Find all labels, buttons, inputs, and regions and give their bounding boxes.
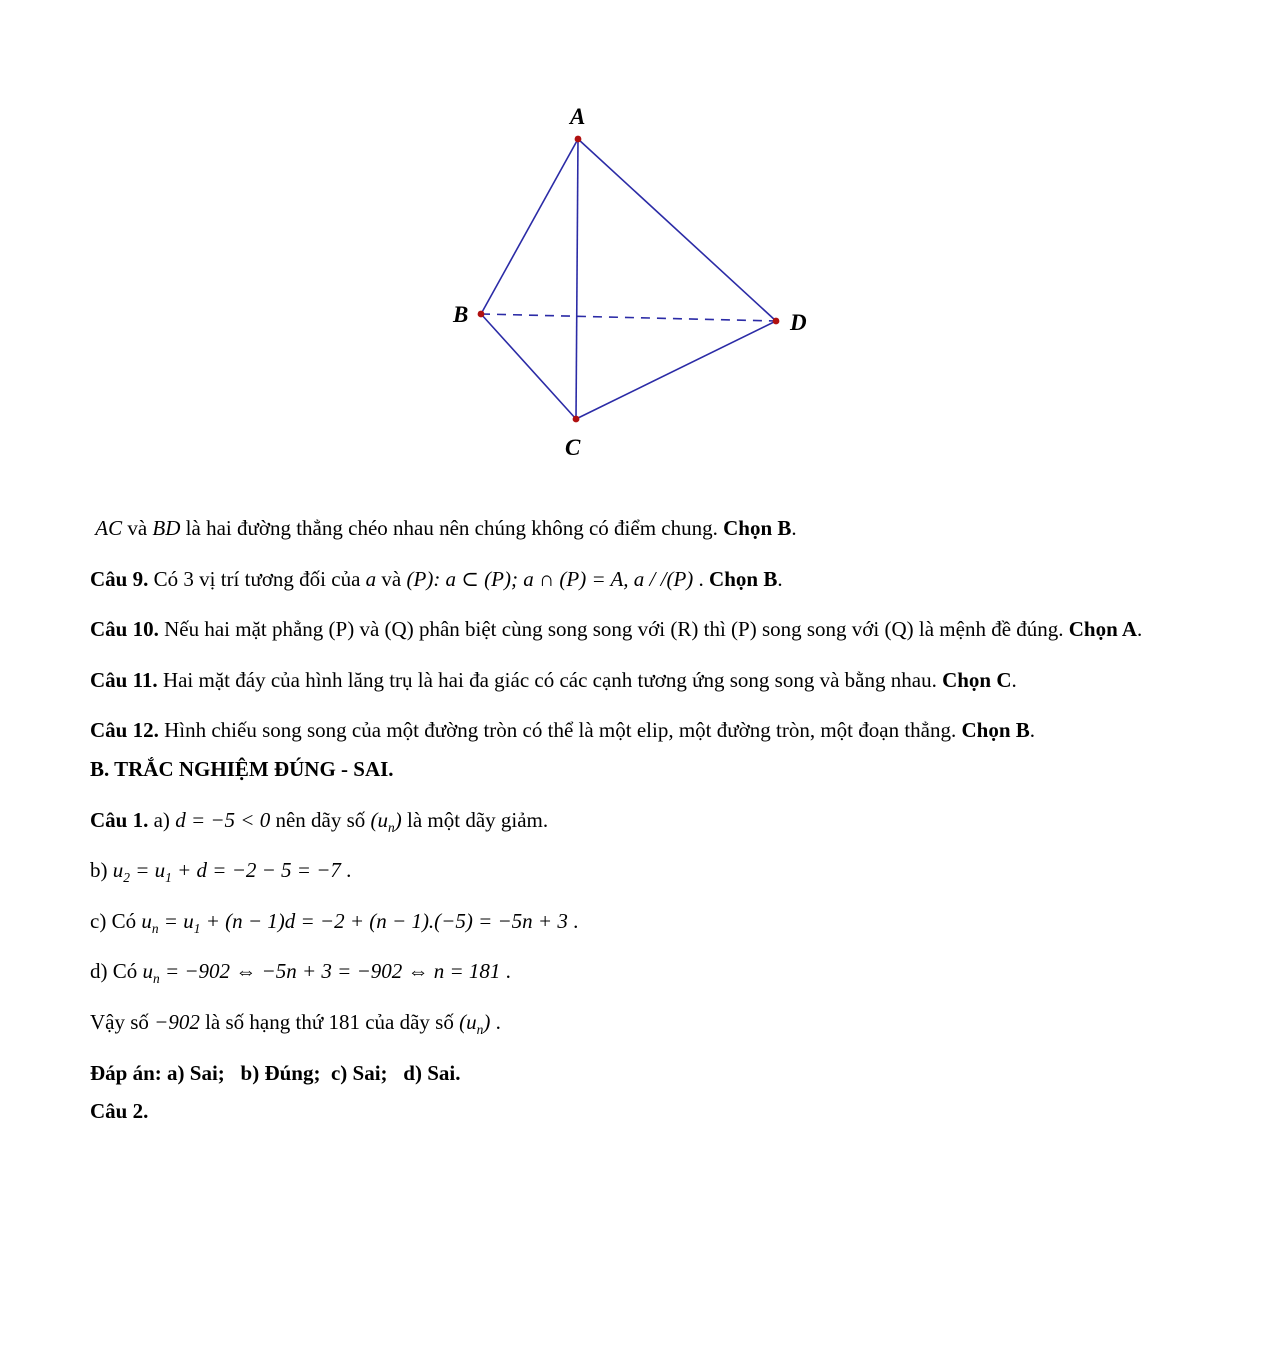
text-run: a) [148, 807, 176, 832]
text-run: 1 [165, 870, 172, 886]
text-run: ) [483, 1009, 491, 1034]
text-run: Chọn C [942, 667, 1012, 692]
para-cau-11 [90, 664, 1185, 698]
vertex-C [572, 416, 579, 423]
text-run: = u [129, 858, 166, 883]
text-run: . [693, 566, 710, 591]
text-run: . [567, 908, 579, 933]
text-run: và [376, 566, 407, 591]
text-run: + d = −2 − 5 = −7 [171, 858, 341, 883]
text-run: là hai đường thẳng chéo nhau nên chúng không có điểm chung. [180, 516, 724, 540]
edge-BD-dashed [481, 314, 776, 321]
text-run: và [122, 516, 153, 540]
text-run: 2 [123, 870, 130, 886]
para-cau-2 [90, 1095, 1185, 1129]
text-run: AC [95, 516, 123, 540]
text-run: ) [394, 807, 402, 832]
para-dap-an [90, 1057, 1185, 1091]
text-run: Chọn B [961, 718, 1030, 743]
para-cau-1-d [90, 955, 1185, 989]
text-run: Chọn A [1068, 617, 1138, 642]
text-run: d = −5 < 0 [175, 807, 271, 832]
vertex-label-A: A [569, 106, 585, 129]
edge-AB [481, 139, 578, 314]
text-run: . [1011, 667, 1017, 692]
text-run: = −902 ⇔ −5n + 3 = −902 ⇔ n = 181 [159, 959, 501, 984]
edge-AD [578, 139, 776, 321]
text-run: d) Có [90, 959, 143, 984]
text-run: Đáp án: a) Sai; b) Đúng; c) Sai; d) Sai. [90, 1060, 461, 1085]
text-run: Nếu hai mặt phẳng (P) và (Q) phân biệt cùng song song với (R) thì (P) song song với (Q) là mệnh đề đúng. [158, 617, 1069, 642]
text-run: + (n − 1)d = −2 + (n − 1).(−5) = −5n + 3 [200, 908, 568, 933]
para-intro [90, 512, 1185, 546]
edge-AC [576, 139, 578, 419]
tetrahedron-figure [448, 106, 828, 468]
text-run: Câu 2. [90, 1099, 149, 1124]
text-run: Chọn B [709, 566, 778, 591]
text-run: là một dãy giảm. [401, 807, 549, 832]
para-cau-1-a [90, 804, 1185, 838]
text-run: là số hạng thứ 181 của dãy số [199, 1009, 460, 1034]
edge-CD [576, 321, 776, 419]
para-cau-10 [90, 613, 1185, 647]
text-run: Câu 10. [90, 617, 159, 642]
figure-container [448, 106, 828, 468]
text-run: . [500, 959, 511, 984]
para-cau-1-b [90, 854, 1185, 888]
vertex-label-C: C [564, 435, 580, 460]
text-run: Câu 9. [90, 566, 149, 591]
text-run: . [340, 858, 352, 883]
text-run: Hình chiếu song song của một đường tròn có thể là một elip, một đường tròn, một đoạn thẳng. [158, 718, 962, 743]
text-run: Có 3 vị trí tương đối của [148, 566, 366, 591]
para-ket-luan [90, 1006, 1185, 1040]
para-cau-9 [90, 563, 1185, 597]
text-run: B. TRẮC NGHIỆM ĐÚNG - SAI. [90, 756, 394, 781]
text-run: BD [152, 516, 181, 540]
edge-BC [481, 314, 576, 419]
text-run: Câu 1. [90, 807, 149, 832]
text-run: Câu 11. [90, 667, 158, 692]
para-cau-12 [90, 714, 1185, 748]
text-run: . [490, 1009, 501, 1034]
text-run: u [141, 908, 152, 933]
text-run: . [791, 516, 797, 540]
text-run: (u [370, 807, 389, 832]
text-run: −902 [154, 1009, 200, 1034]
text-run: . [1029, 718, 1036, 743]
text-run: u [112, 858, 124, 883]
vertex-B [477, 311, 484, 318]
text-run: c) Có [90, 908, 142, 933]
vertex-D [772, 318, 779, 325]
text-run: Chọn B [723, 516, 792, 540]
text-run: n [151, 920, 159, 936]
text-run: . [1137, 617, 1143, 642]
document-paragraphs [0, 512, 1275, 1129]
vertex-A [574, 136, 581, 143]
vertex-label-B: B [452, 302, 468, 327]
text-run: nên dãy số [270, 807, 371, 832]
text-run: n [153, 971, 160, 987]
text-run: n [476, 1022, 484, 1038]
text-run: (u [459, 1009, 477, 1034]
heading-trac-nghiem-dung-sai [90, 753, 1185, 787]
text-run: a [365, 566, 377, 591]
text-run: = u [158, 908, 194, 933]
vertex-label-D: D [789, 310, 807, 335]
text-run: b) [90, 858, 113, 883]
text-run: n [388, 819, 395, 835]
text-run: u [142, 959, 153, 984]
para-cau-1-c [90, 905, 1185, 939]
text-run: . [777, 566, 783, 591]
text-run: 1 [193, 920, 201, 936]
text-run: (P): a ⊂ (P); a ∩ (P) = A, a / /(P) [406, 566, 694, 591]
text-run: Vậy số [90, 1009, 155, 1034]
text-run: Hai mặt đáy của hình lăng trụ là hai đa giác có các cạnh tương ứng song song và bằng nhau. [157, 667, 943, 692]
text-run: Câu 12. [90, 718, 159, 743]
